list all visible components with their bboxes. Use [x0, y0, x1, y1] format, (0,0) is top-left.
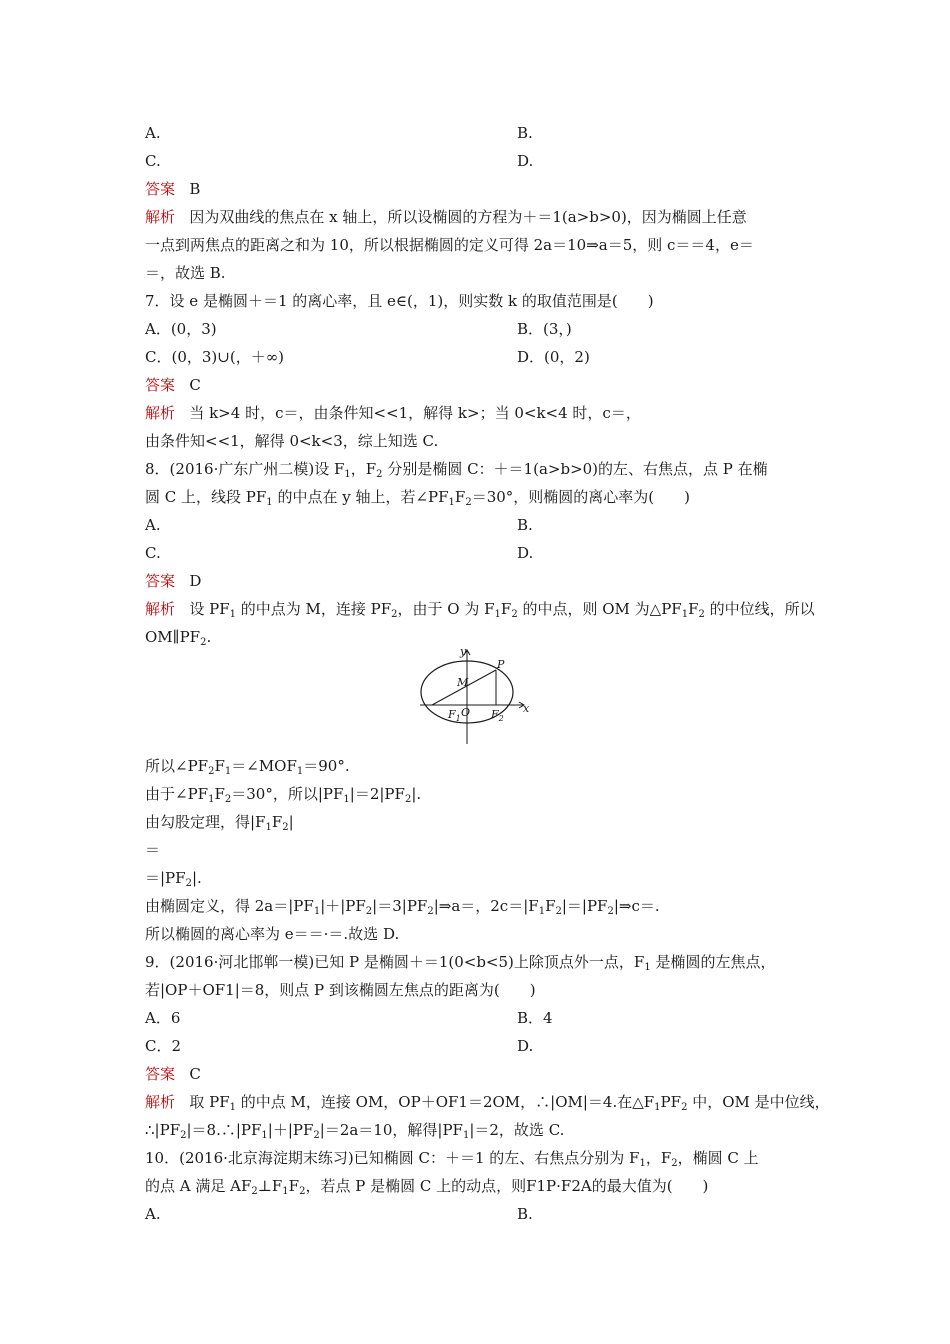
option-d: D.: [517, 544, 534, 562]
option-a: A．(0，3): [145, 320, 217, 338]
option-c: C．(0，3)∪(，＋∞): [145, 348, 285, 366]
analysis-line: [145, 403, 641, 423]
option-d: D．(0，2): [517, 348, 590, 366]
option-a: A.: [145, 124, 161, 142]
answer-label: 答案: [145, 180, 176, 198]
answer-label: 答案: [145, 376, 176, 394]
answer-value: B: [189, 180, 201, 198]
q10-stem: 的点 A 满足 $AF_2\perp F_1F_2$，若点 P 是椭圆 C 上的动点，则F1P·F2A的最大值为( ): [145, 1177, 709, 1197]
option-b: B.: [517, 516, 533, 534]
solution-line: 由于$\angle PF_1F_2=30^\circ$，所以$|PF_1|=2|PF_2|$.: [145, 785, 422, 805]
answer-label: 答案: [145, 1065, 176, 1083]
solution-line: 由勾股定理，得$|F_1F_2|$: [145, 813, 294, 833]
solution-line: 由椭圆定义，得 $2a=|PF_1|+|PF_2|=3|PF_2|\Rightarrow a=$，$2c=|F_1F_2|=|PF_2|\Rightarrow c=$.: [145, 897, 660, 917]
analysis-line: 一点到两焦点的距离之和为 10，所以根据椭圆的定义可得 2a＝10⇒a＝5，则 c＝＝4，e＝: [145, 236, 754, 254]
label-f2: $F_2$: [491, 708, 504, 723]
answer-row: [145, 571, 201, 591]
ellipse-figure: [418, 644, 536, 746]
answer-row: [145, 1064, 201, 1084]
option-c: C.: [145, 544, 161, 562]
q8-stem: 圆 C 上，线段 $PF_1$ 的中点在 y 轴上，若$\angle PF_1F_2=30^\circ$，则椭圆的离心率为( ): [145, 488, 690, 508]
q9-stem: 若|OP＋OF1|＝8，则点 P 到该椭圆左焦点的距离为( ): [145, 981, 536, 999]
label-f1: $F_1$: [448, 708, 461, 723]
option-c: C．2: [145, 1037, 182, 1055]
answer-value: C: [189, 1065, 201, 1083]
analysis-line: $OM\parallel PF_2$.: [145, 628, 212, 648]
analysis-text: 当 k>4 时，c＝，由条件知<<1，解得 k>；当 0<k<4 时，c＝，: [189, 404, 641, 422]
option-a: A.: [145, 516, 161, 534]
option-b: B．(3，): [517, 320, 572, 338]
analysis-label: 解析: [145, 600, 176, 618]
label-o: O: [461, 706, 471, 719]
q10-stem: 10．(2016·北京海淀期末练习)已知椭圆 C：＋＝1 的左、右焦点分别为 $F_1$，$F_2$，椭圆 C 上: [145, 1149, 759, 1169]
analysis-label: 解析: [145, 1093, 176, 1111]
solution-line: 所以$\angle PF_2F_1=\angle MOF_1=90^\circ$.: [145, 757, 350, 777]
option-a: A.: [145, 1205, 161, 1223]
solution-line: $=|PF_2|$.: [145, 869, 202, 889]
solution-line: ＝: [145, 841, 161, 859]
label-m: M: [457, 676, 469, 689]
analysis-line: 解析 取 $PF_1$ 的中点 M，连接 OM，OP＋OF1＝2OM，∴|OM|＝4.在$\triangle F_1PF_2$ 中，OM 是中位线，: [145, 1093, 830, 1113]
analysis-line: [145, 207, 747, 227]
q8-stem: 8．(2016·广东广州二模)设 $F_1$，$F_2$ 分别是椭圆 C：＋＝1(a>b>0)的左、右焦点，点 P 在椭: [145, 460, 768, 480]
answer-label: 答案: [145, 572, 176, 590]
option-d: D.: [517, 1037, 534, 1055]
analysis-line: 解析 设 $PF_1$ 的中点为 M，连接 $PF_2$，由于 O 为 $F_1F_2$ 的中点，则 OM 为$\triangle PF_1F_2$ 的中位线，所以: [145, 600, 815, 620]
analysis-label: 解析: [145, 404, 176, 422]
option-c: C.: [145, 152, 161, 170]
solution-line: 所以椭圆的离心率为 e＝＝·＝.故选 D.: [145, 925, 400, 943]
answer-row: [145, 375, 201, 395]
answer-value: D: [189, 572, 202, 590]
analysis-label: 解析: [145, 208, 176, 226]
q9-stem: 9．(2016·河北邯郸一模)已知 P 是椭圆＋＝1(0<b<5)上除顶点外一点，$F_1$ 是椭圆的左焦点，: [145, 953, 776, 973]
option-a: A．6: [145, 1009, 181, 1027]
analysis-line: ＝，故选 B.: [145, 264, 226, 282]
option-b: B.: [517, 124, 533, 142]
analysis-line: 由条件知<<1，解得 0<k<3，综上知选 C.: [145, 432, 439, 450]
analysis-line: $\therefore|PF_2|=8.\therefore|PF_1|+|PF_2|=2a=10$，解得$|PF_1|=2$，故选 C.: [145, 1121, 565, 1141]
q7-stem: 7．设 e 是椭圆＋＝1 的离心率，且 e∈(，1)，则实数 k 的取值范围是( ): [145, 292, 654, 310]
option-d: D.: [517, 152, 534, 170]
answer-value: C: [189, 376, 201, 394]
label-x: x: [523, 702, 530, 715]
analysis-text: 因为双曲线的焦点在 x 轴上，所以设椭圆的方程为＋＝1(a>b>0)，因为椭圆上任意: [189, 208, 747, 226]
option-b: B．4: [517, 1009, 553, 1027]
option-b: B.: [517, 1205, 533, 1223]
label-y: y: [460, 645, 467, 658]
answer-row: [145, 179, 200, 199]
label-p: P: [497, 658, 505, 671]
